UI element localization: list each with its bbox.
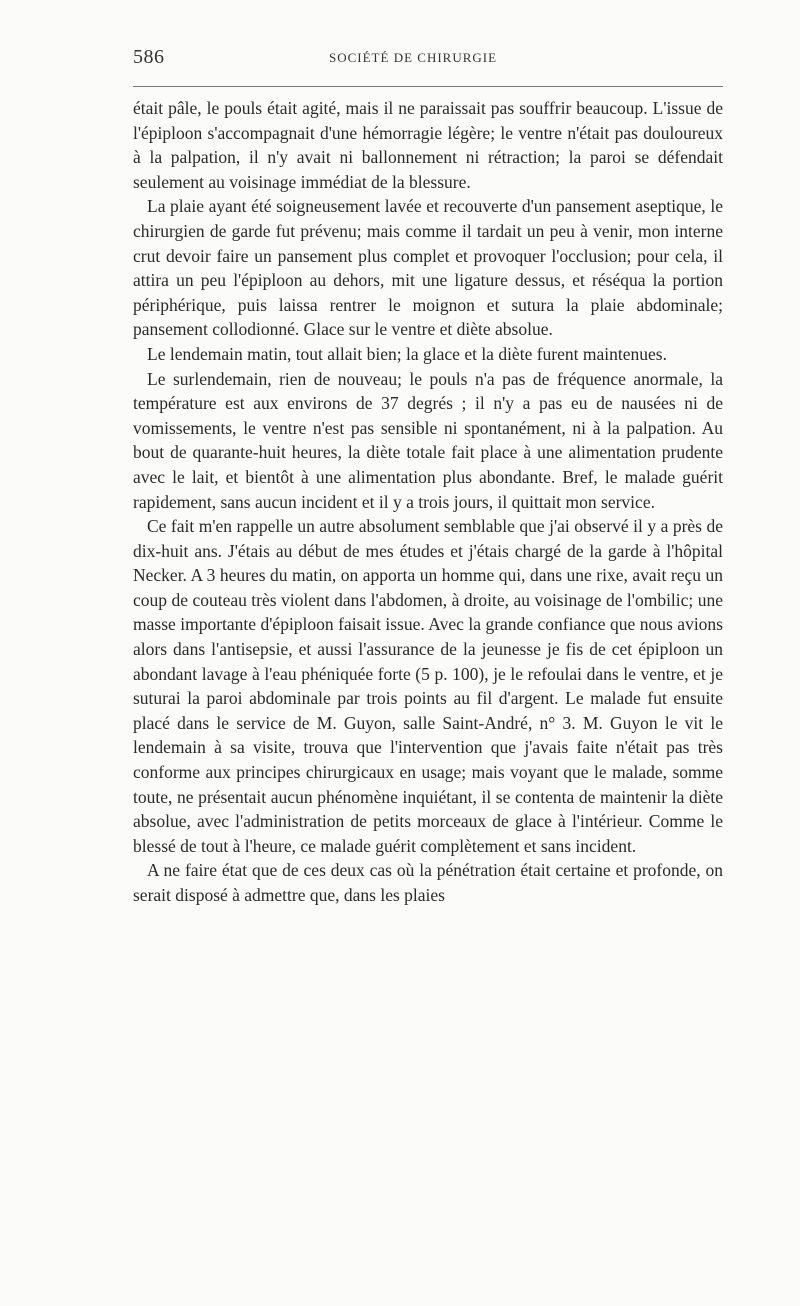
paragraph: était pâle, le pouls était agité, mais il ne paraissait pas souffrir beaucoup. L'issue de l'épiploon s'accompagnait d'une hémorragie légère; le ventre n'était pas douloureux à la palpation, il n'y avait ni ballonnement ni rétraction; la paroi se défendait seulement au voisinage immédiat de la blessure. (133, 98, 723, 192)
paragraph: La plaie ayant été soigneusement lavée et recouverte d'un pansement aseptique, le chirurgien de garde fut prévenu; mais comme il tardait un peu à venir, mon interne crut devoir faire un pansement plus complet et provoquer l'occlusion; pour cela, il attira un peu l'épiploon au dehors, mit une ligature dessus, et réséqua la portion périphérique, puis laissa rentrer le moignon et sutura la plaie abdominale; pansement collodionné. Glace sur le ventre et diète absolue. (133, 196, 723, 340)
paragraph: Ce fait m'en rappelle un autre absolument semblable que j'ai observé il y a près de dix-huit ans. J'étais au début de mes études et j'étais chargé de la garde à l'hôpital Necker. A 3 heures du matin, on apporta un homme qui, dans une rixe, avait reçu un coup de couteau très violent dans l'abdomen, à droite, au voisinage de l'ombilic; une masse importante d'épiploon faisait issue. Avec la grande confiance que nous avions alors dans l'antisepsie, et aussi l'assurance de la jeunesse je fis de cet épiploon un abondant lavage à l'eau phéniquée forte (5 p. 100), je le refoulai dans le ventre, et je suturai la paroi abdominale par trois points au fil d'argent. Le malade fut ensuite placé dans le service de M. Guyon, salle Saint-André, n° 3. M. Guyon le vit le lendemain à sa visite, trouva que l'intervention que j'avais faite n'était pas très conforme aux principes chirurgicaux en usage; mais voyant que le malade, somme toute, ne présentait aucun phénomène inquiétant, il se contenta de maintenir la diète absolue, avec l'administration de petits morceaux de glace à l'intérieur. Comme le blessé de tout à l'heure, ce malade guérit complètement et sans incident. (133, 516, 723, 856)
paragraph: A ne faire état que de ces deux cas où la pénétration était certaine et profonde, on serait disposé à admettre que, dans les plaies (133, 860, 723, 905)
body-text (133, 96, 723, 908)
page-header (133, 46, 723, 72)
paragraph: Le surlendemain, rien de nouveau; le pouls n'a pas de fréquence anormale, la température est aux environs de 37 degrés ; il n'y a pas eu de nausées ni de vomissements, le ventre n'est pas sensible ni spontanément, ni à la palpation. Au bout de quarante-huit heures, la diète totale fait place à une alimentation prudente avec le lait, et bientôt à une alimentation plus abondante. Bref, le malade guérit rapidement, sans aucun incident et il y a trois jours, il quittait mon service. (133, 368, 723, 512)
running-title: SOCIÉTÉ DE CHIRURGIE (329, 50, 498, 65)
page-number: 586 (133, 46, 165, 68)
header-rule (133, 86, 723, 87)
paragraph: Le lendemain matin, tout allait bien; la glace et la diète furent maintenues. (147, 343, 667, 364)
